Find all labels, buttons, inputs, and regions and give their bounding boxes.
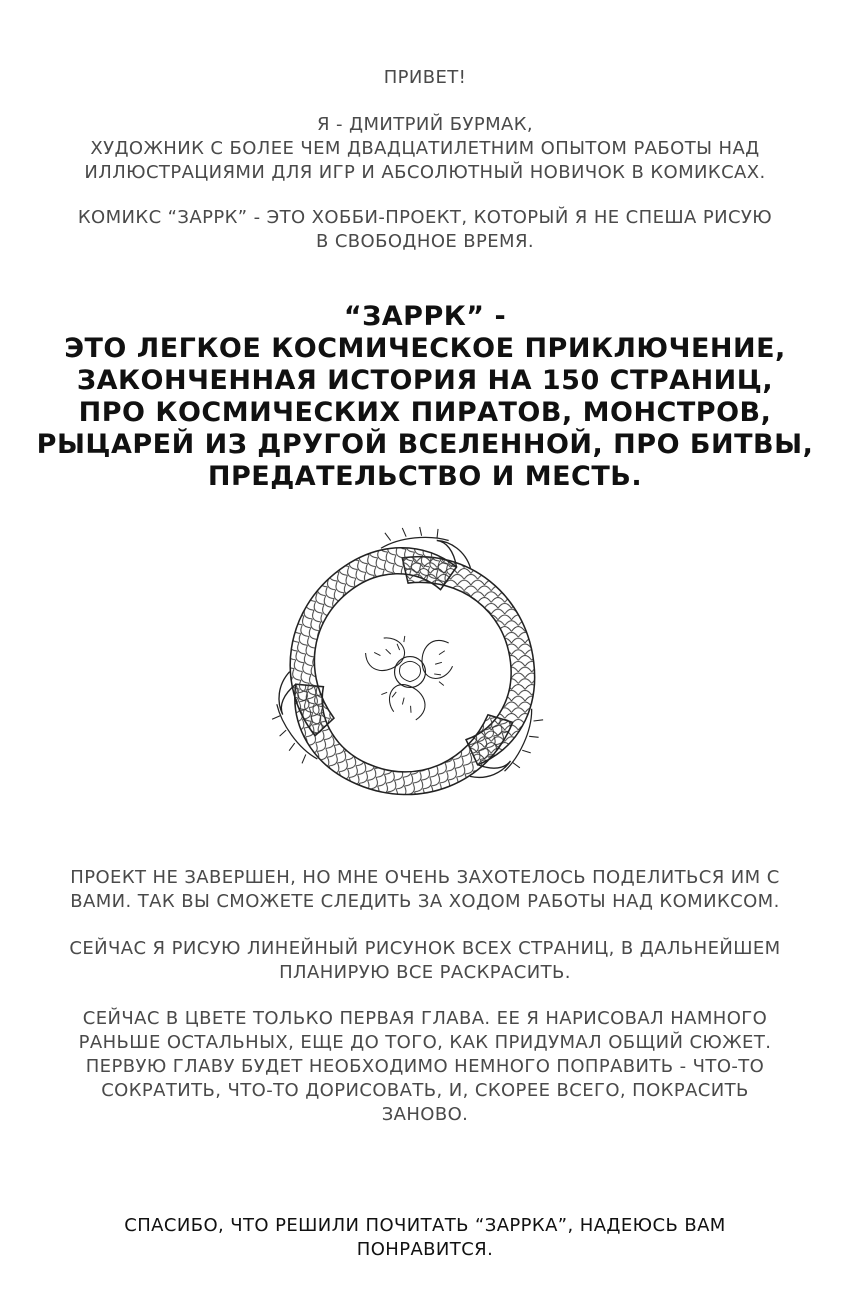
tagline-line: РЫЦАРЕЙ ИЗ ДРУГОЙ ВСЕЛЕННОЙ, ПРО БИТВЫ, — [36, 429, 814, 460]
status-line: РАНЬШЕ ОСТАЛЬНЫХ, ЕЩЕ ДО ТОГО, КАК ПРИДУМАЛ ОБЩИЙ СЮЖЕТ. — [78, 1032, 772, 1053]
closing-line: ПОНРАВИТСЯ. — [356, 1239, 494, 1260]
tagline-line: ЗАКОНЧЕННАЯ ИСТОРИЯ НА 150 СТРАНИЦ, — [76, 365, 774, 396]
project-description — [30, 206, 820, 254]
tagline-line: ЭТО ЛЕГКОЕ КОСМИЧЕСКОЕ ПРИКЛЮЧЕНИЕ, — [64, 333, 786, 364]
project-status-paragraph — [30, 866, 820, 914]
author-line: Я - ДМИТРИЙ БУРМАК, — [316, 114, 534, 135]
greeting-line: ПРИВЕТ! — [383, 67, 467, 88]
status-line: ПЕРВУЮ ГЛАВУ БУДЕТ НЕОБХОДИМО НЕМНОГО ПОПРАВИТЬ - ЧТО-ТО — [85, 1056, 765, 1077]
status-line: ПЛАНИРУЮ ВСЕ РАСКРАСИТЬ. — [279, 962, 571, 983]
project-line: В СВОБОДНОЕ ВРЕМЯ. — [315, 231, 535, 252]
tagline-line: “ЗАРРК” - — [343, 301, 507, 332]
closing-line: СПАСИБО, ЧТО РЕШИЛИ ПОЧИТАТЬ “ЗАРРКА”, НАДЕЮСЬ ВАМ — [124, 1215, 726, 1236]
first-chapter-paragraph — [30, 1007, 820, 1127]
tagline-line: ПРЕДАТЕЛЬСТВО И МЕСТЬ. — [207, 461, 643, 492]
status-line: СЕЙЧАС Я РИСУЮ ЛИНЕЙНЫЙ РИСУНОК ВСЕХ СТРАНИЦ, В ДАЛЬНЕЙШЕМ — [69, 938, 781, 959]
status-line: ВАМИ. ТАК ВЫ СМОЖЕТЕ СЛЕДИТЬ ЗА ХОДОМ РАБОТЫ НАД КОМИКСОМ. — [70, 891, 780, 912]
tagline-line: ПРО КОСМИЧЕСКИХ ПИРАТОВ, МОНСТРОВ, — [78, 397, 772, 428]
author-line: ХУДОЖНИК С БОЛЕЕ ЧЕМ ДВАДЦАТИЛЕТНИМ ОПЫТОМ РАБОТЫ НАД — [90, 138, 760, 159]
status-line: ЗАНОВО. — [381, 1104, 469, 1125]
status-line: СЕЙЧАС В ЦВЕТЕ ТОЛЬКО ПЕРВАЯ ГЛАВА. ЕЕ Я НАРИСОВАЛ НАМНОГО — [82, 1008, 768, 1029]
author-line: ИЛЛЮСТРАЦИЯМИ ДЛЯ ИГР И АБСОЛЮТНЫЙ НОВИЧОК В КОМИКСАХ. — [84, 162, 766, 183]
comic-tagline — [30, 301, 820, 493]
drawing-progress-paragraph — [30, 937, 820, 985]
closing-thanks — [30, 1214, 820, 1262]
project-line: КОМИКС “ЗАРРК” - ЭТО ХОББИ-ПРОЕКТ, КОТОРЫЙ Я НЕ СПЕША РИСУЮ — [77, 207, 773, 228]
author-introduction — [30, 113, 820, 185]
greeting-text — [30, 66, 820, 90]
coiled-serpent-dragon-illustration — [265, 522, 555, 822]
status-line: ПРОЕКТ НЕ ЗАВЕРШЕН, НО МНЕ ОЧЕНЬ ЗАХОТЕЛОСЬ ПОДЕЛИТЬСЯ ИМ С — [70, 867, 780, 888]
status-line: СОКРАТИТЬ, ЧТО-ТО ДОРИСОВАТЬ, И, СКОРЕЕ ВСЕГО, ПОКРАСИТЬ — [101, 1080, 749, 1101]
